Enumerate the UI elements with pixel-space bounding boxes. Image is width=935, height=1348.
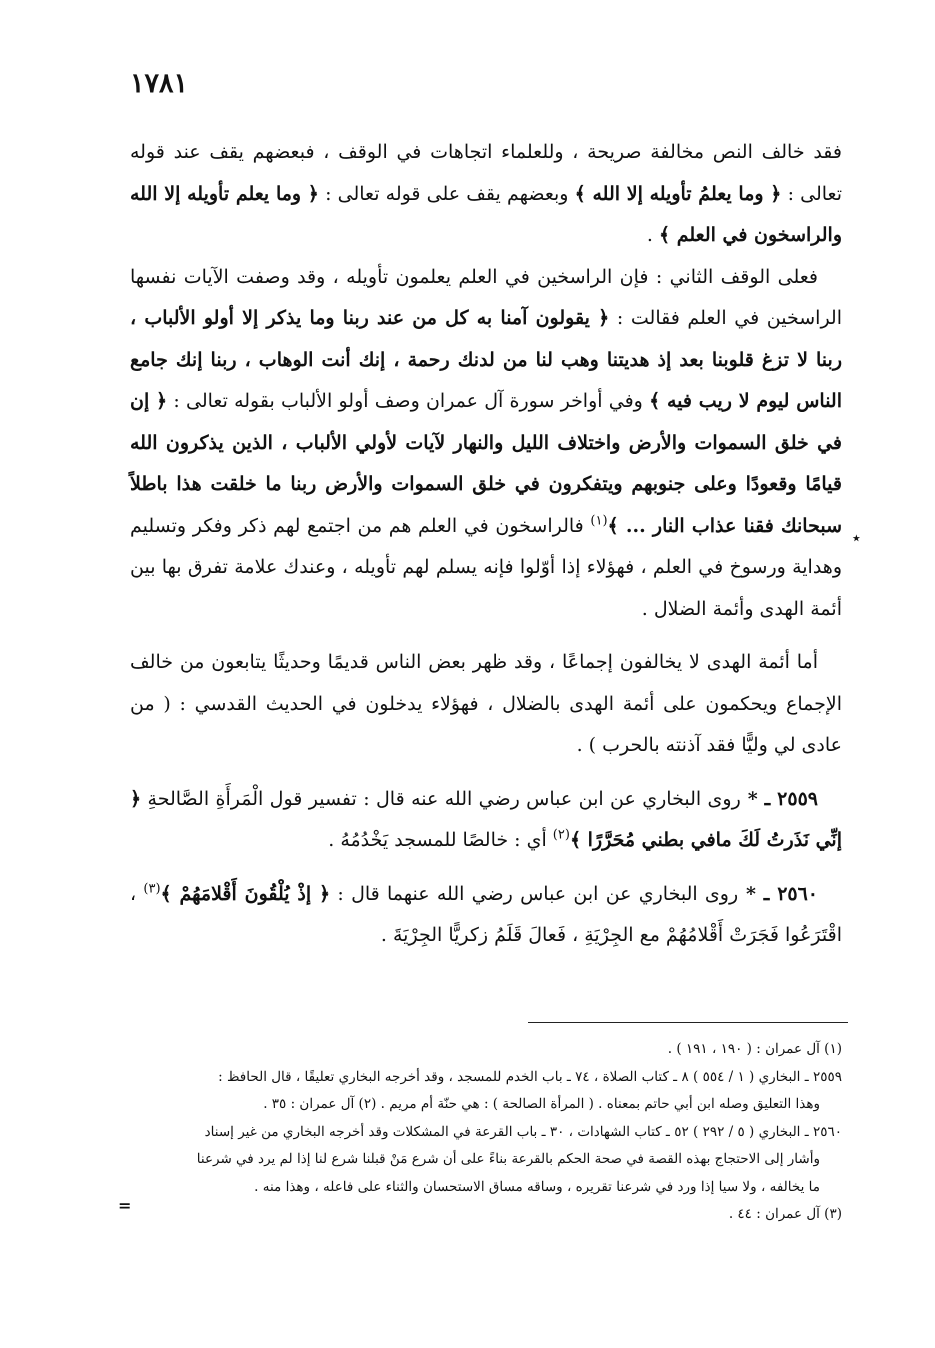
footnote-line: (١) آل عمران : ( ١٩٠ ، ١٩١ ) . [667, 1041, 842, 1057]
quran-quote: ﴿ إذْ يُلْقُونَ أَقْلامَهُمْ ﴾ [160, 882, 331, 905]
footnote-line: وهذا التعليق وصله ابن أبي حاتم بمعناه . ( المرأة الصالحة ) : هي حنّة أم مريم . (٢) آل عمران : ٣٥ . [263, 1096, 820, 1112]
footnotes [130, 1036, 842, 1229]
text-run: . [646, 224, 659, 246]
text-run: وبعضهم يقف على قوله تعالى : [318, 182, 575, 205]
footnote-ref: (٣) [143, 881, 161, 897]
paragraph [130, 257, 842, 631]
text-run: فعلى الوقف الثاني : فإن الراسخين في العلم يعلمون تأويله ، وقد وصفت الآيات نفسها الراسخين في العلم فقالت : [130, 265, 842, 329]
continuation-mark: = [118, 1196, 132, 1215]
text-run: ، اقْتَرَعُوا فَجَرَتْ أَقْلامُهُمْ مع الجِرْيَةِ ، فَعالَ قَلَمُ زكريًّا الجِرْيَةَ . [130, 882, 842, 946]
footnote-separator [528, 1022, 848, 1023]
paragraph [130, 779, 842, 862]
text-run: فقد خالف النص مخالفة صريحة ، وللعلماء اتجاهات في الوقف ، فبعضهم يقف عند قوله تعالى : [130, 141, 842, 205]
quran-quote: ٢٥٦٠ ـ * [738, 882, 819, 905]
text-run: فالراسخون في العلم هم من اجتمع لهم ذكر وفكر وتسليم وهداية ورسوخ في العلم ، فهؤلاء إذا أوّلوا فإنه يسلم لهم تأويله ، وعندك علامة تفرق بها بين أئمة الهدى وأئمة الضلال . [130, 514, 842, 620]
quran-quote: ﴿ وما يعلمُ تأويله إلا الله ﴾ [574, 182, 782, 205]
text-run: روى البخاري عن ابن عباس رضي الله عنه قال : تفسير قول الْمَرأَةِ الصَّالحةِ [141, 787, 741, 810]
footnote-line: (٣) آل عمران : ٤٤ . [728, 1206, 842, 1222]
paragraph [130, 642, 842, 767]
text-run: روى البخاري عن ابن عباس رضي الله عنهما قال : [330, 882, 739, 905]
quran-quote: ٢٥٥٩ ـ * [740, 787, 818, 810]
footnote-line: ٢٥٦٠ ـ البخاري ( ٥ / ٢٩٢ ) ٥٢ ـ كتاب الشهادات ، ٣٠ ـ باب القرعة في المشكلات وقد أخرجه البخاري من غير إسناد [204, 1123, 842, 1140]
quran-quote: ﴿ وما يعلم تأويله إلا الله والراسخون في العلم ﴾ [130, 182, 842, 246]
quran-quote: ﴿ إنِّي نَذَرتُ لَكَ مافي بطني مُحَرَّرًا ﴾ [130, 787, 842, 851]
main-text [130, 132, 842, 957]
page-number: ١٧٨١ [130, 68, 189, 99]
text-run: أي : خالصًا للمسجد يَخْدُمُهُ . [328, 829, 553, 851]
footnote-ref: (١) [590, 513, 608, 529]
footnote-line: ٢٥٥٩ ـ البخاري ( ١ / ٥٥٤ ) ٨ ـ كتاب الصلاة ، ٧٤ ـ باب الخدم للمسجد ، وقد أخرجه البخاري تعليقًا ، قال الحافظ : [218, 1068, 842, 1085]
paragraph [130, 874, 842, 957]
text-run: وفي أواخر سورة آل عمران وصف أولو الألباب بقوله تعالى : [167, 390, 650, 412]
margin-mark: ٭ [852, 528, 861, 547]
text-run: أما أئمة الهدى لا يخالفون إجماعًا ، وقد ظهر بعض الناس قديمًا وحديثًا يتابعون من خالف الإجماع ويحكمون على أئمة الهدى بالضلال ، فهؤلاء يدخلون في الحديث القدسي : ( من عادى لي وليًّا فقد آذنته بالحرب ) . [130, 651, 842, 756]
quran-quote: ﴿ إن في خلق السموات والأرض واختلاف الليل والنهار لآيات لأولي الألباب ، الذين يذكرون الله قيامًا وقعودًا وعلى جنوبهم ويتفكرون في خلق السموات والأرض ربنا ما خلقت هذا باطلاً سبحانك فقنا عذاب النار ... ﴾ [130, 390, 843, 537]
footnote-line: وأشار إلى الاحتجاج بهذه القصة في صحة الحكم بالقرعة بناءً على أن شرع مَنْ قبلنا شرع لنا إذا لم يرد في شرعنا [196, 1151, 820, 1167]
footnote-line: ما يخالفه ، ولا سيا إذا ورد في شرعنا تقريره ، وساقه مساق الاستحسان والثناء على فاعله ، وهذا منه . [254, 1178, 820, 1195]
paragraph [130, 132, 842, 257]
footnote-ref: (٢) [552, 827, 570, 843]
quran-quote: ﴿ يقولون آمنا به كل من عند ربنا وما يذكر إلا أولو الألباب ، ربنا لا تزغ قلوبنا بعد إذ هديتنا وهب لنا من لدنك رحمة ، إنك أنت الوهاب ، ربنا إنك جامع الناس ليوم لا ريب فيه ﴾ [130, 307, 842, 412]
